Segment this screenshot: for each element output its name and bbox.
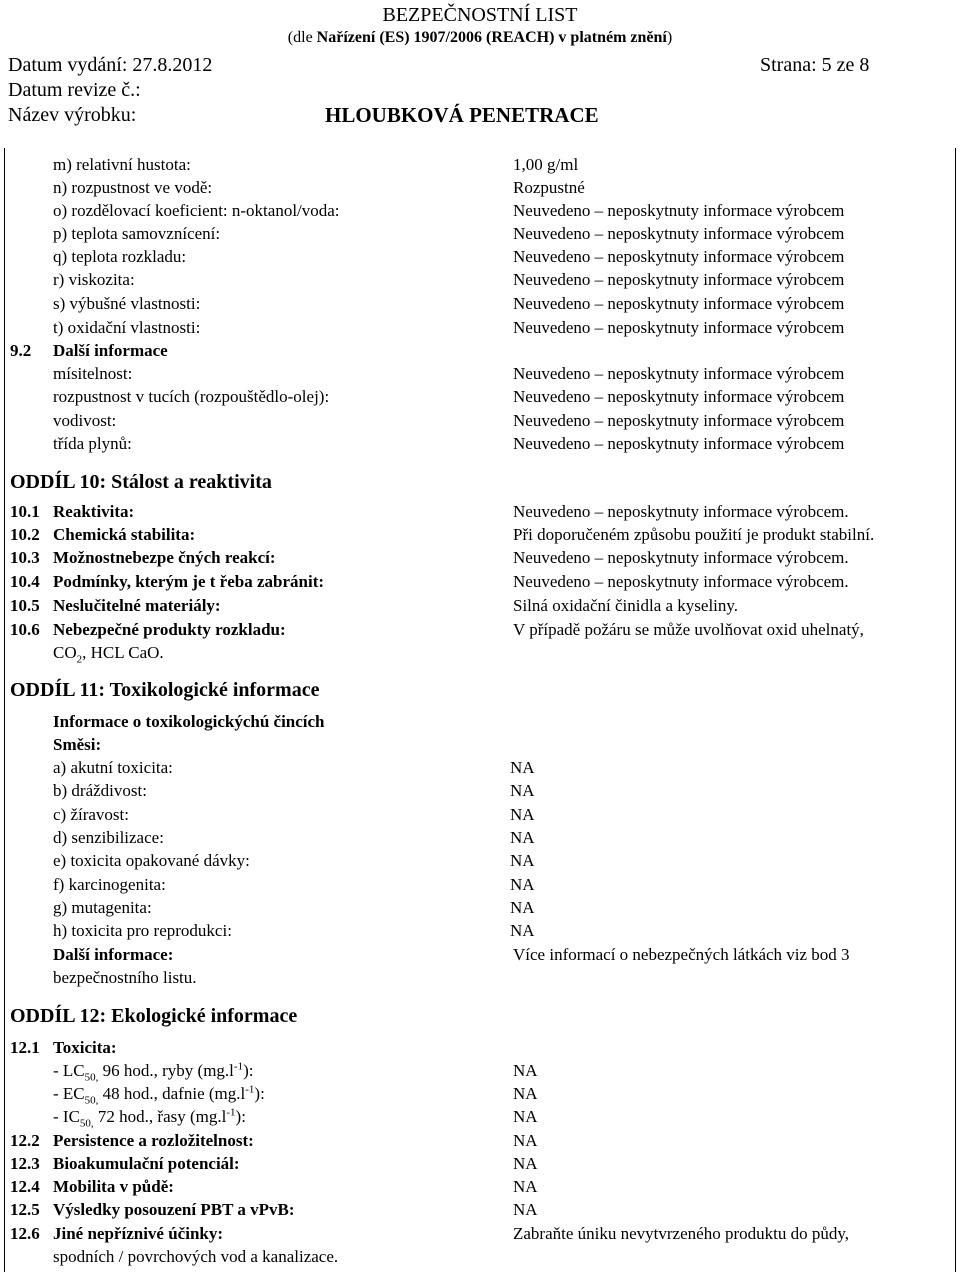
eco-tox-value: NA [513, 1107, 538, 1126]
eco-tox-label-mid: 96 hod., ryby (mg.l [98, 1061, 234, 1080]
property-value: 1,00 g/ml [513, 155, 579, 174]
property-value: Neuvedeno – neposkytnuty informace výrobcem [513, 270, 845, 289]
eco-tox-label-end: ): [243, 1061, 254, 1080]
eco-tox-superscript: -1 [245, 1083, 255, 1096]
tox-value: NA [510, 921, 535, 940]
subsection-number: 10.5 [10, 596, 40, 615]
section-10-heading: ODDÍL 10: Stálost a reaktivita [10, 471, 272, 493]
continuation-text [0, 966, 960, 989]
subsection-heading-9-2 [0, 339, 960, 362]
subsection-row [0, 546, 960, 569]
property-label: vodivost: [53, 411, 117, 430]
subsection-value: Neuvedeno – neposkytnuty informace výrobcem. [513, 572, 849, 591]
tox-value: NA [510, 828, 535, 847]
further-info-row [0, 943, 960, 966]
subtitle-regulation: Nařízení (ES) 1907/2006 (REACH) v platném znění [316, 29, 667, 46]
eco-tox-value: NA [513, 1061, 538, 1080]
tox-row [0, 826, 960, 849]
subsection-label: Podmínky, kterým je t řeba zabránit: [53, 572, 325, 591]
eco-tox-superscript: -1 [226, 1106, 236, 1119]
section-11-heading: ODDÍL 11: Toxikologické informace [10, 679, 320, 701]
subsection-number: 12.3 [10, 1154, 40, 1173]
revision-label: Datum revize č.: [8, 79, 141, 101]
property-label: p) teplota samovznícení: [53, 224, 221, 243]
continuation-text [0, 1245, 960, 1268]
eco-tox-subscript: 50, [84, 1071, 99, 1084]
property-value: Neuvedeno – neposkytnuty informace výrobcem [513, 247, 845, 266]
eco-tox-subscript: 50, [79, 1117, 94, 1130]
subsection-label: Nebezpečné produkty rozkladu: [53, 620, 286, 639]
property-row [0, 176, 960, 199]
subsection-number: 10.1 [10, 502, 40, 521]
tox-row [0, 803, 960, 826]
property-value: Neuvedeno – neposkytnuty informace výrobcem [513, 318, 845, 337]
subsection-label: Jiné nepříznivé účinky: [53, 1224, 224, 1243]
subsection-number: 12.2 [10, 1131, 40, 1150]
subsection-value: V případě požáru se může uvolňovat oxid uhelnatý, [513, 620, 864, 639]
property-label: o) rozdělovací koeficient: n-oktanol/voda: [53, 201, 340, 220]
subsection-title: Další informace [53, 341, 168, 360]
subsection-value: NA [513, 1154, 538, 1173]
eco-continuation: spodních / povrchových vod a kanalizace. [53, 1247, 339, 1266]
tox-label: b) dráždivost: [53, 781, 147, 800]
tox-row [0, 919, 960, 942]
property-row [0, 432, 960, 455]
property-value: Neuvedeno – neposkytnuty informace výrobcem [513, 411, 845, 430]
subsection-number: 12.5 [10, 1200, 40, 1219]
issue-date: Datum vydání: 27.8.2012 [8, 54, 213, 76]
subsection-row [0, 1036, 960, 1059]
property-row [0, 153, 960, 176]
tox-value: NA [510, 898, 535, 917]
property-label: třída plynů: [53, 434, 132, 453]
document-title: BEZPEČNOSTNÍ LIST [382, 4, 578, 26]
eco-tox-row [0, 1059, 960, 1082]
mixtures-heading-row [0, 733, 960, 756]
subsection-label: Mobilita v půdě: [53, 1177, 174, 1196]
subtitle-open: (dle [287, 29, 317, 46]
property-value: Neuvedeno – neposkytnuty informace výrobcem [513, 434, 845, 453]
product-label: Název výrobku: [8, 104, 137, 126]
eco-tox-label: - LC [53, 1061, 85, 1080]
property-label: r) viskozita: [53, 270, 135, 289]
eco-tox-superscript: -1 [233, 1060, 244, 1073]
tox-row [0, 756, 960, 779]
property-row [0, 292, 960, 315]
further-info-label: Další informace: [53, 945, 174, 964]
subsection-row [0, 570, 960, 593]
further-info-continuation: bezpečnostního listu. [53, 968, 197, 987]
property-value: Neuvedeno – neposkytnuty informace výrobcem [513, 224, 845, 243]
eco-tox-label: - IC [53, 1107, 80, 1126]
tox-label: f) karcinogenita: [53, 875, 166, 894]
toxicological-info-heading: Informace o toxikologickýchú čincích [53, 712, 325, 731]
property-row [0, 245, 960, 268]
property-row [0, 362, 960, 385]
info-heading-row [0, 710, 960, 733]
eco-tox-row [0, 1082, 960, 1105]
subsection-value: Při doporučeném způsobu použití je produkt stabilní. [513, 525, 875, 544]
subsection-row [0, 1152, 960, 1175]
subsection-row [0, 1129, 960, 1152]
property-value: Neuvedeno – neposkytnuty informace výrobcem [513, 294, 845, 313]
subsection-row [0, 1222, 960, 1245]
eco-tox-label-mid: 72 hod., řasy (mg.l [93, 1107, 227, 1126]
continuation-text [0, 641, 960, 664]
property-label: m) relativní hustota: [53, 155, 191, 174]
subsection-value: NA [513, 1131, 538, 1150]
subsection-number: 10.4 [10, 572, 40, 591]
eco-tox-label-mid: 48 hod., dafnie (mg.l [98, 1084, 246, 1103]
subsection-label: Reaktivita: [53, 502, 135, 521]
property-value: Neuvedeno – neposkytnuty informace výrobcem [513, 364, 845, 383]
subsection-label: Bioakumulační potenciál: [53, 1154, 240, 1173]
subsection-label: Persistence a rozložitelnost: [53, 1131, 254, 1150]
property-row [0, 385, 960, 408]
tox-row [0, 873, 960, 896]
property-value: Neuvedeno – neposkytnuty informace výrobcem [513, 201, 845, 220]
product-name: HLOUBKOVÁ PENETRACE [325, 103, 599, 127]
eco-tox-value: NA [513, 1084, 538, 1103]
subsection-value: Neuvedeno – neposkytnuty informace výrobcem. [513, 548, 849, 567]
page-number: Strana: 5 ze 8 [760, 54, 870, 76]
further-info-value: Více informací o nebezpečných látkách viz bod 3 [513, 945, 850, 964]
eco-tox-row [0, 1105, 960, 1128]
eco-tox-label: - EC [53, 1084, 85, 1103]
subsection-row [0, 618, 960, 641]
property-label: s) výbušné vlastnosti: [53, 294, 201, 313]
property-row [0, 222, 960, 245]
property-row [0, 268, 960, 291]
tox-label: e) toxicita opakované dávky: [53, 851, 250, 870]
tox-value: NA [510, 758, 535, 777]
section-12-heading: ODDÍL 12: Ekologické informace [10, 1005, 298, 1027]
eco-tox-subscript: 50, [84, 1094, 99, 1107]
tox-value: NA [510, 875, 535, 894]
co-subscript: 2 [76, 653, 83, 666]
subsection-label: Možnostnebezpe čných reakcí: [53, 548, 276, 567]
property-row [0, 409, 960, 432]
subsection-row [0, 1175, 960, 1198]
subsection-label: Výsledky posouzení PBT a vPvB: [53, 1200, 295, 1219]
subsection-number: 9.2 [10, 341, 32, 360]
subsection-label: Chemická stabilita: [53, 525, 196, 544]
subsection-label: Neslučitelné materiály: [53, 596, 221, 615]
subsection-value: Silná oxidační činidla a kyseliny. [513, 596, 739, 615]
property-label: mísitelnost: [53, 364, 133, 383]
subsection-value: NA [513, 1177, 538, 1196]
co-rest: , HCL CaO. [82, 643, 164, 662]
property-value: Rozpustné [513, 178, 585, 197]
subsection-number: 12.6 [10, 1224, 40, 1243]
tox-label: g) mutagenita: [53, 898, 152, 917]
property-row [0, 316, 960, 339]
subsection-number: 12.1 [10, 1038, 40, 1057]
tox-row [0, 779, 960, 802]
tox-label: h) toxicita pro reprodukci: [53, 921, 232, 940]
subsection-number: 12.4 [10, 1177, 40, 1196]
subsection-value: Zabraňte úniku nevytvrzeného produktu do půdy, [513, 1224, 849, 1243]
eco-tox-label-end: ): [254, 1084, 265, 1103]
mixtures-heading: Směsi: [53, 735, 102, 754]
subsection-row [0, 1198, 960, 1221]
co-formula: CO [53, 643, 77, 662]
property-label: n) rozpustnost ve vodě: [53, 178, 213, 197]
document-subtitle [0, 29, 960, 47]
tox-value: NA [510, 851, 535, 870]
subsection-label: Toxicita: [53, 1038, 117, 1057]
tox-label: a) akutní toxicita: [53, 758, 173, 777]
subtitle-close: ) [666, 29, 673, 46]
tox-label: d) senzibilizace: [53, 828, 164, 847]
property-value: Neuvedeno – neposkytnuty informace výrobcem [513, 387, 845, 406]
tox-row [0, 849, 960, 872]
subsection-number: 10.6 [10, 620, 40, 639]
property-label: rozpustnost v tucích (rozpouštědlo-olej): [53, 387, 330, 406]
property-row [0, 199, 960, 222]
tox-value: NA [510, 781, 535, 800]
property-label: q) teplota rozkladu: [53, 247, 187, 266]
tox-label: c) žíravost: [53, 805, 129, 824]
subsection-row [0, 594, 960, 617]
subsection-row [0, 523, 960, 546]
tox-row [0, 896, 960, 919]
subsection-number: 10.2 [10, 525, 40, 544]
tox-value: NA [510, 805, 535, 824]
property-label: t) oxidační vlastnosti: [53, 318, 201, 337]
eco-tox-label-end: ): [235, 1107, 246, 1126]
subsection-row [0, 500, 960, 523]
subsection-value: NA [513, 1200, 538, 1219]
subsection-number: 10.3 [10, 548, 40, 567]
subsection-value: Neuvedeno – neposkytnuty informace výrobcem. [513, 502, 849, 521]
